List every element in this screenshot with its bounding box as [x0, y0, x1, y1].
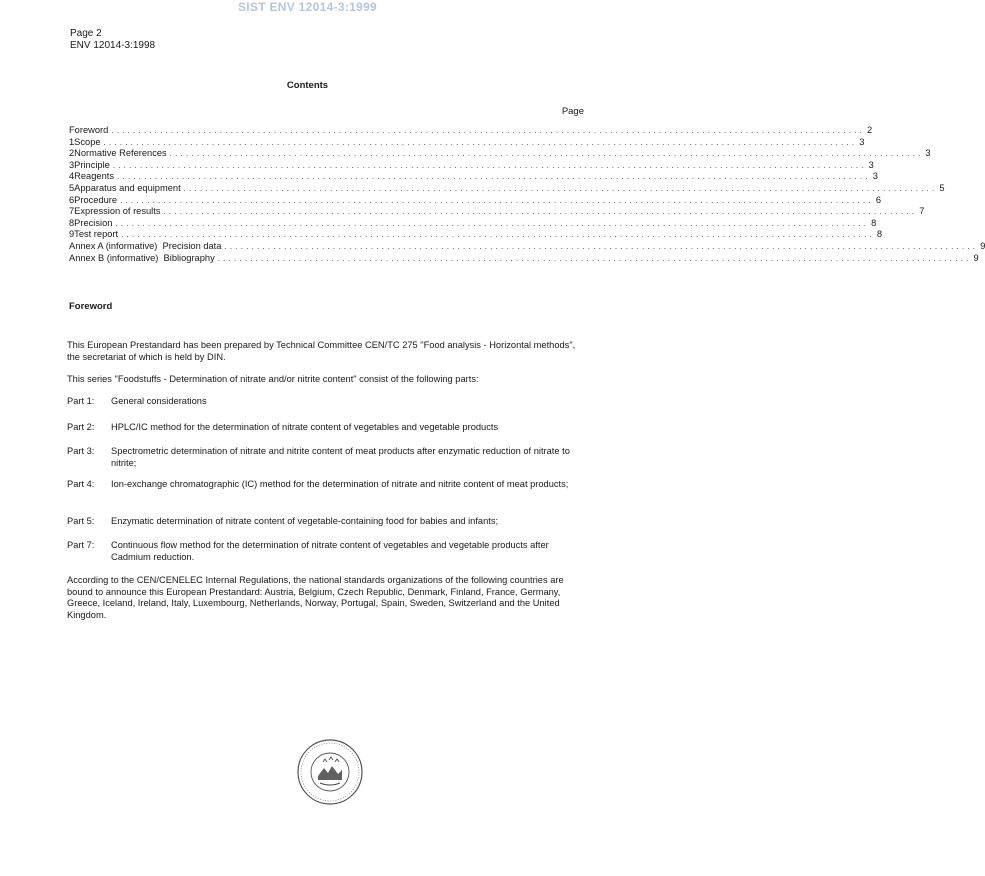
toc-entry[interactable] — [69, 136, 865, 149]
part-label: Part 1: — [67, 396, 95, 406]
part-entry — [67, 446, 587, 469]
series-description: This series "Foodstuffs - Determination of nitrate and/or nitrite content" consist of the following parts: — [67, 374, 479, 384]
part-text: Enzymatic determination of nitrate content of vegetable-containing food for babies and infants; — [111, 516, 499, 526]
part-entry — [67, 479, 587, 491]
toc-entry-page: 3 — [925, 148, 931, 159]
dot-leader: ........................................................................................................................................... — [115, 218, 870, 228]
part-label: Part 7: — [67, 540, 95, 550]
toc-entry[interactable] — [69, 194, 881, 207]
toc-entry-number: 9 — [69, 229, 75, 240]
dot-leader: ........................................................................................................................................... — [183, 183, 938, 193]
watermark: SIST ENV 12014-3:1999 — [237, 0, 378, 14]
toc-entry-label: Foreword — [69, 125, 109, 135]
document-id: ENV 12014-3:1998 — [70, 40, 156, 51]
part-text: HPLC/IC method for the determination of nitrate content of vegetables and vegetable products — [111, 422, 499, 432]
toc-entry-page: 5 — [939, 182, 945, 193]
dot-leader: ........................................................................................................................................... — [116, 172, 871, 182]
toc-entry[interactable] — [69, 125, 873, 137]
regulations-paragraph: According to the CEN/CENELEC Internal Regulations, the national standards organizations of the following countries are bound to announce this European Prestandard: Austria, Belgium, Czech Republic, Denmark, Finland, France, Germany, Greece, Iceland, Ireland, Italy, Luxembourg, Netherlands, Norway, Portugal, Spain, Sweden, Switzerland and the United Kingdom. — [67, 575, 564, 620]
toc-entry-number: 5 — [69, 182, 75, 193]
toc-entry[interactable] — [69, 182, 945, 195]
dot-leader: ........................................................................................................................................... — [224, 241, 979, 251]
toc-entry[interactable] — [69, 206, 925, 218]
foreword-intro: This European Prestandard has been prepared by Technical Committee CEN/TC 275 "Food analysis - Horizontal methods", the secretariat of which is held by DIN. — [67, 340, 576, 362]
part-label: Part 5: — [67, 516, 95, 526]
toc-entry[interactable] — [69, 148, 931, 160]
toc-entry-label: Reagents — [74, 171, 114, 182]
part-entry — [67, 396, 587, 408]
toc-entry-page: 9 — [973, 252, 979, 263]
toc-entry-label: Principle — [74, 159, 110, 170]
part-entry — [67, 540, 587, 563]
toc-entry-label: Apparatus and equipment — [74, 182, 181, 193]
toc-entry-page: 9 — [980, 240, 985, 251]
toc-entry-number: 8 — [69, 217, 75, 228]
toc-entry[interactable] — [69, 229, 883, 241]
toc-entry[interactable] — [69, 252, 979, 265]
part-entry — [67, 422, 587, 434]
toc-entry-label: Expression of results — [74, 206, 161, 217]
toc-entry-number: 2 — [69, 148, 75, 159]
toc-entry-page: 8 — [876, 229, 883, 240]
dot-leader: ........................................................................................................................................... — [163, 207, 918, 217]
toc-entry-label: Annex B (informative) Bibliography — [69, 252, 215, 263]
toc-entry-label: Normative References — [74, 148, 167, 159]
institute-seal — [296, 738, 364, 806]
part-entry — [67, 516, 587, 528]
toc-entry[interactable] — [69, 240, 985, 253]
toc-entry-number: 7 — [69, 206, 75, 217]
toc-entry[interactable] — [69, 217, 877, 230]
dot-leader: ........................................................................................................................................... — [112, 160, 867, 170]
part-text: Continuous flow method for the determination of nitrate content of vegetables and vegetable products after Cadmium reduction. — [111, 540, 549, 562]
part-label: Part 2: — [67, 422, 95, 432]
dot-leader: ........................................................................................................................................... — [120, 195, 874, 205]
toc-entry[interactable] — [69, 171, 878, 183]
toc-entry-label: Scope — [74, 136, 101, 147]
seal-star-emblem — [323, 757, 339, 762]
dot-leader: ........................................................................................................................................... — [111, 126, 866, 135]
toc-entry-number: 6 — [69, 194, 75, 205]
toc-entry-page: 3 — [868, 159, 874, 170]
page-header — [70, 28, 155, 52]
dot-leader: ........................................................................................................................................... — [121, 230, 875, 240]
part-text: Ion-exchange chromatographic (IC) method for the determination of nitrate and nitrite content of meat products; — [111, 479, 569, 489]
seal-mountain-emblem — [318, 766, 342, 780]
table-of-contents — [69, 125, 985, 264]
toc-entry-number: 1 — [69, 136, 75, 147]
toc-entry-label: Annex A (informative) Precision data — [69, 240, 222, 251]
page-column-heading: Page — [561, 106, 584, 117]
part-text: General considerations — [111, 396, 207, 406]
contents-title: Contents — [286, 80, 329, 91]
toc-entry[interactable] — [69, 159, 874, 172]
toc-entry-page: 7 — [919, 206, 925, 217]
toc-entry-label: Test report — [74, 229, 119, 240]
dot-leader: ........................................................................................................................................... — [103, 137, 858, 147]
toc-entry-label: Procedure — [74, 194, 118, 205]
seal-wave-emblem — [320, 783, 340, 785]
toc-entry-page: 2 — [867, 125, 873, 135]
part-label: Part 4: — [67, 479, 95, 489]
toc-entry-page: 6 — [875, 194, 881, 205]
toc-entry-page: 8 — [871, 217, 877, 228]
foreword-heading: Foreword — [69, 301, 113, 312]
toc-entry-page: 3 — [859, 136, 865, 147]
part-label: Part 3: — [67, 446, 95, 456]
toc-entry-label: Precision — [74, 217, 113, 228]
dot-leader: ........................................................................................................................................... — [217, 253, 972, 263]
toc-entry-page: 3 — [872, 171, 878, 182]
dot-leader: ........................................................................................................................................... — [169, 149, 924, 159]
page-number: Page 2 — [70, 28, 102, 39]
toc-entry-number: 4 — [69, 171, 75, 182]
toc-entry-number: 3 — [69, 159, 75, 170]
part-text: Spectrometric determination of nitrate and nitrite content of meat products after enzymatic reduction of nitrate to nitrite; — [111, 446, 570, 468]
